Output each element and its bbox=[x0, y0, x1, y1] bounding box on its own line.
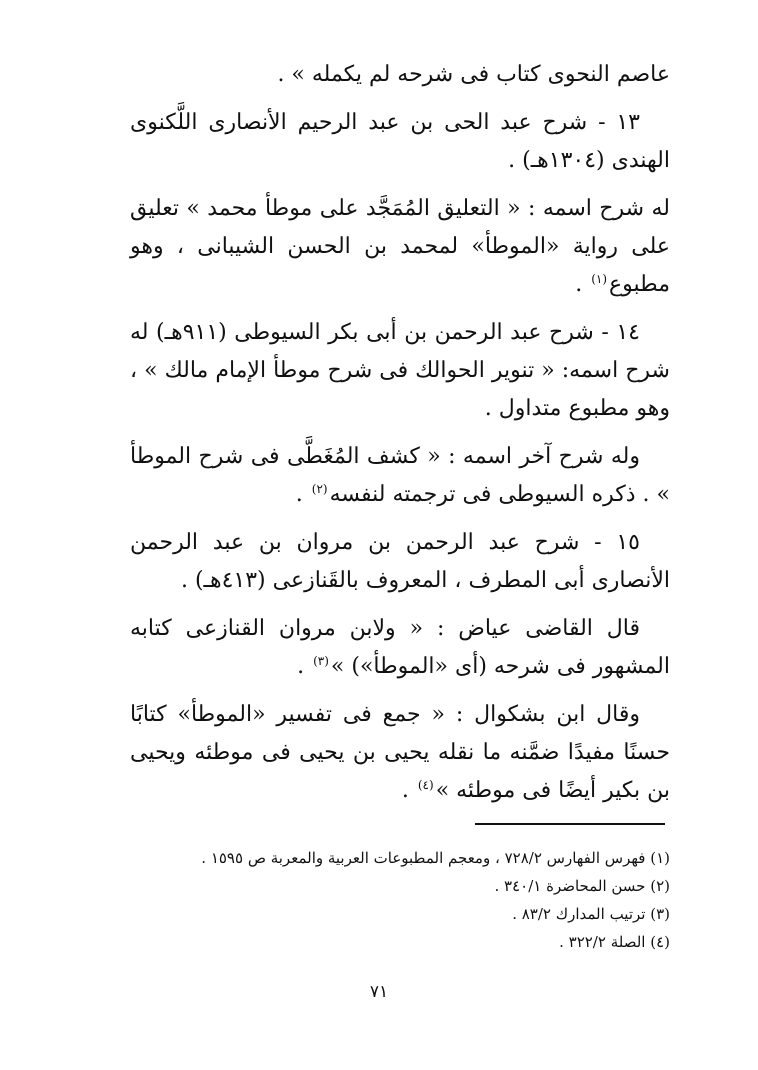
footnote-4: (٤) الصلة ٣٢٢/٢ . bbox=[559, 933, 670, 951]
footnote-ref-4: (٤) bbox=[417, 777, 434, 792]
footnote-ref-3: (٣) bbox=[313, 653, 329, 668]
footnote-separator bbox=[475, 823, 665, 825]
footnote-ref-1: (١) bbox=[591, 271, 608, 286]
paragraph-6: ١٥ - شرح عبد الرحمن بن مروان بن عبد الرحمن الأنصارى أبى المطرف ، المعروف بالقَنازعى (٤١٣هـ) . bbox=[130, 530, 670, 593]
paragraph-1: عاصم النحوى كتاب فى شرحه لم يكمله » . bbox=[277, 62, 670, 87]
paragraph-3: له شرح اسمه : « التعليق المُمَجَّد على موطأ محمد » تعليق على رواية «الموطأ» لمحمد بن الحسن الشيبانى ، وهو مطبوع$^{(١)}$ . bbox=[130, 196, 670, 297]
paragraph-5: وله شرح آخر اسمه : « كشف المُغَطَّى فى شرح الموطأ » . ذكره السيوطى فى ترجمته لنفسه$^{(٢)}$ . bbox=[130, 444, 670, 507]
footnotes bbox=[130, 844, 670, 956]
paragraph-4: ١٤ - شرح عبد الرحمن بن أبى بكر السيوطى (٩١١هـ) له شرح اسمه: « تنوير الحوالك فى شرح موطأ الإمام مالك » ، وهو مطبوع متداول . bbox=[130, 320, 670, 421]
paragraph-7: قال القاضى عياض : « ولابن مروان القنازعى كتابه المشهور فى شرحه (أى «الموطأ») »$^{(٣)}$ . bbox=[130, 616, 670, 679]
footnote-ref-2: (٢) bbox=[311, 481, 328, 496]
paragraph-2: ١٣ - شرح عبد الحى بن عبد الرحيم الأنصارى اللَّكنوى الهندى (١٣٠٤هـ) . bbox=[130, 110, 670, 173]
footnote-2: (٢) حسن المحاضرة ٣٤٠/١ . bbox=[494, 877, 670, 895]
page-number: ٧١ bbox=[369, 982, 389, 1002]
footnote-1: (١) فهرس الفهارس ٧٢٨/٢ ، ومعجم المطبوعات العربية والمعربة ص ١٥٩٥ . bbox=[201, 849, 670, 867]
footnote-3: (٣) ترتيب المدارك ٨٣/٢ . bbox=[512, 905, 670, 923]
main-text bbox=[130, 56, 670, 816]
paragraph-8: وقال ابن بشكوال : « جمع فى تفسير «الموطأ» كتابًا حسنًا مفيدًا ضمَّنه ما نقله يحيى بن يحيى فى موطئه ويحيى بن بكير أيضًا فى موطئه »$^{(٤)}$ . bbox=[130, 702, 670, 803]
